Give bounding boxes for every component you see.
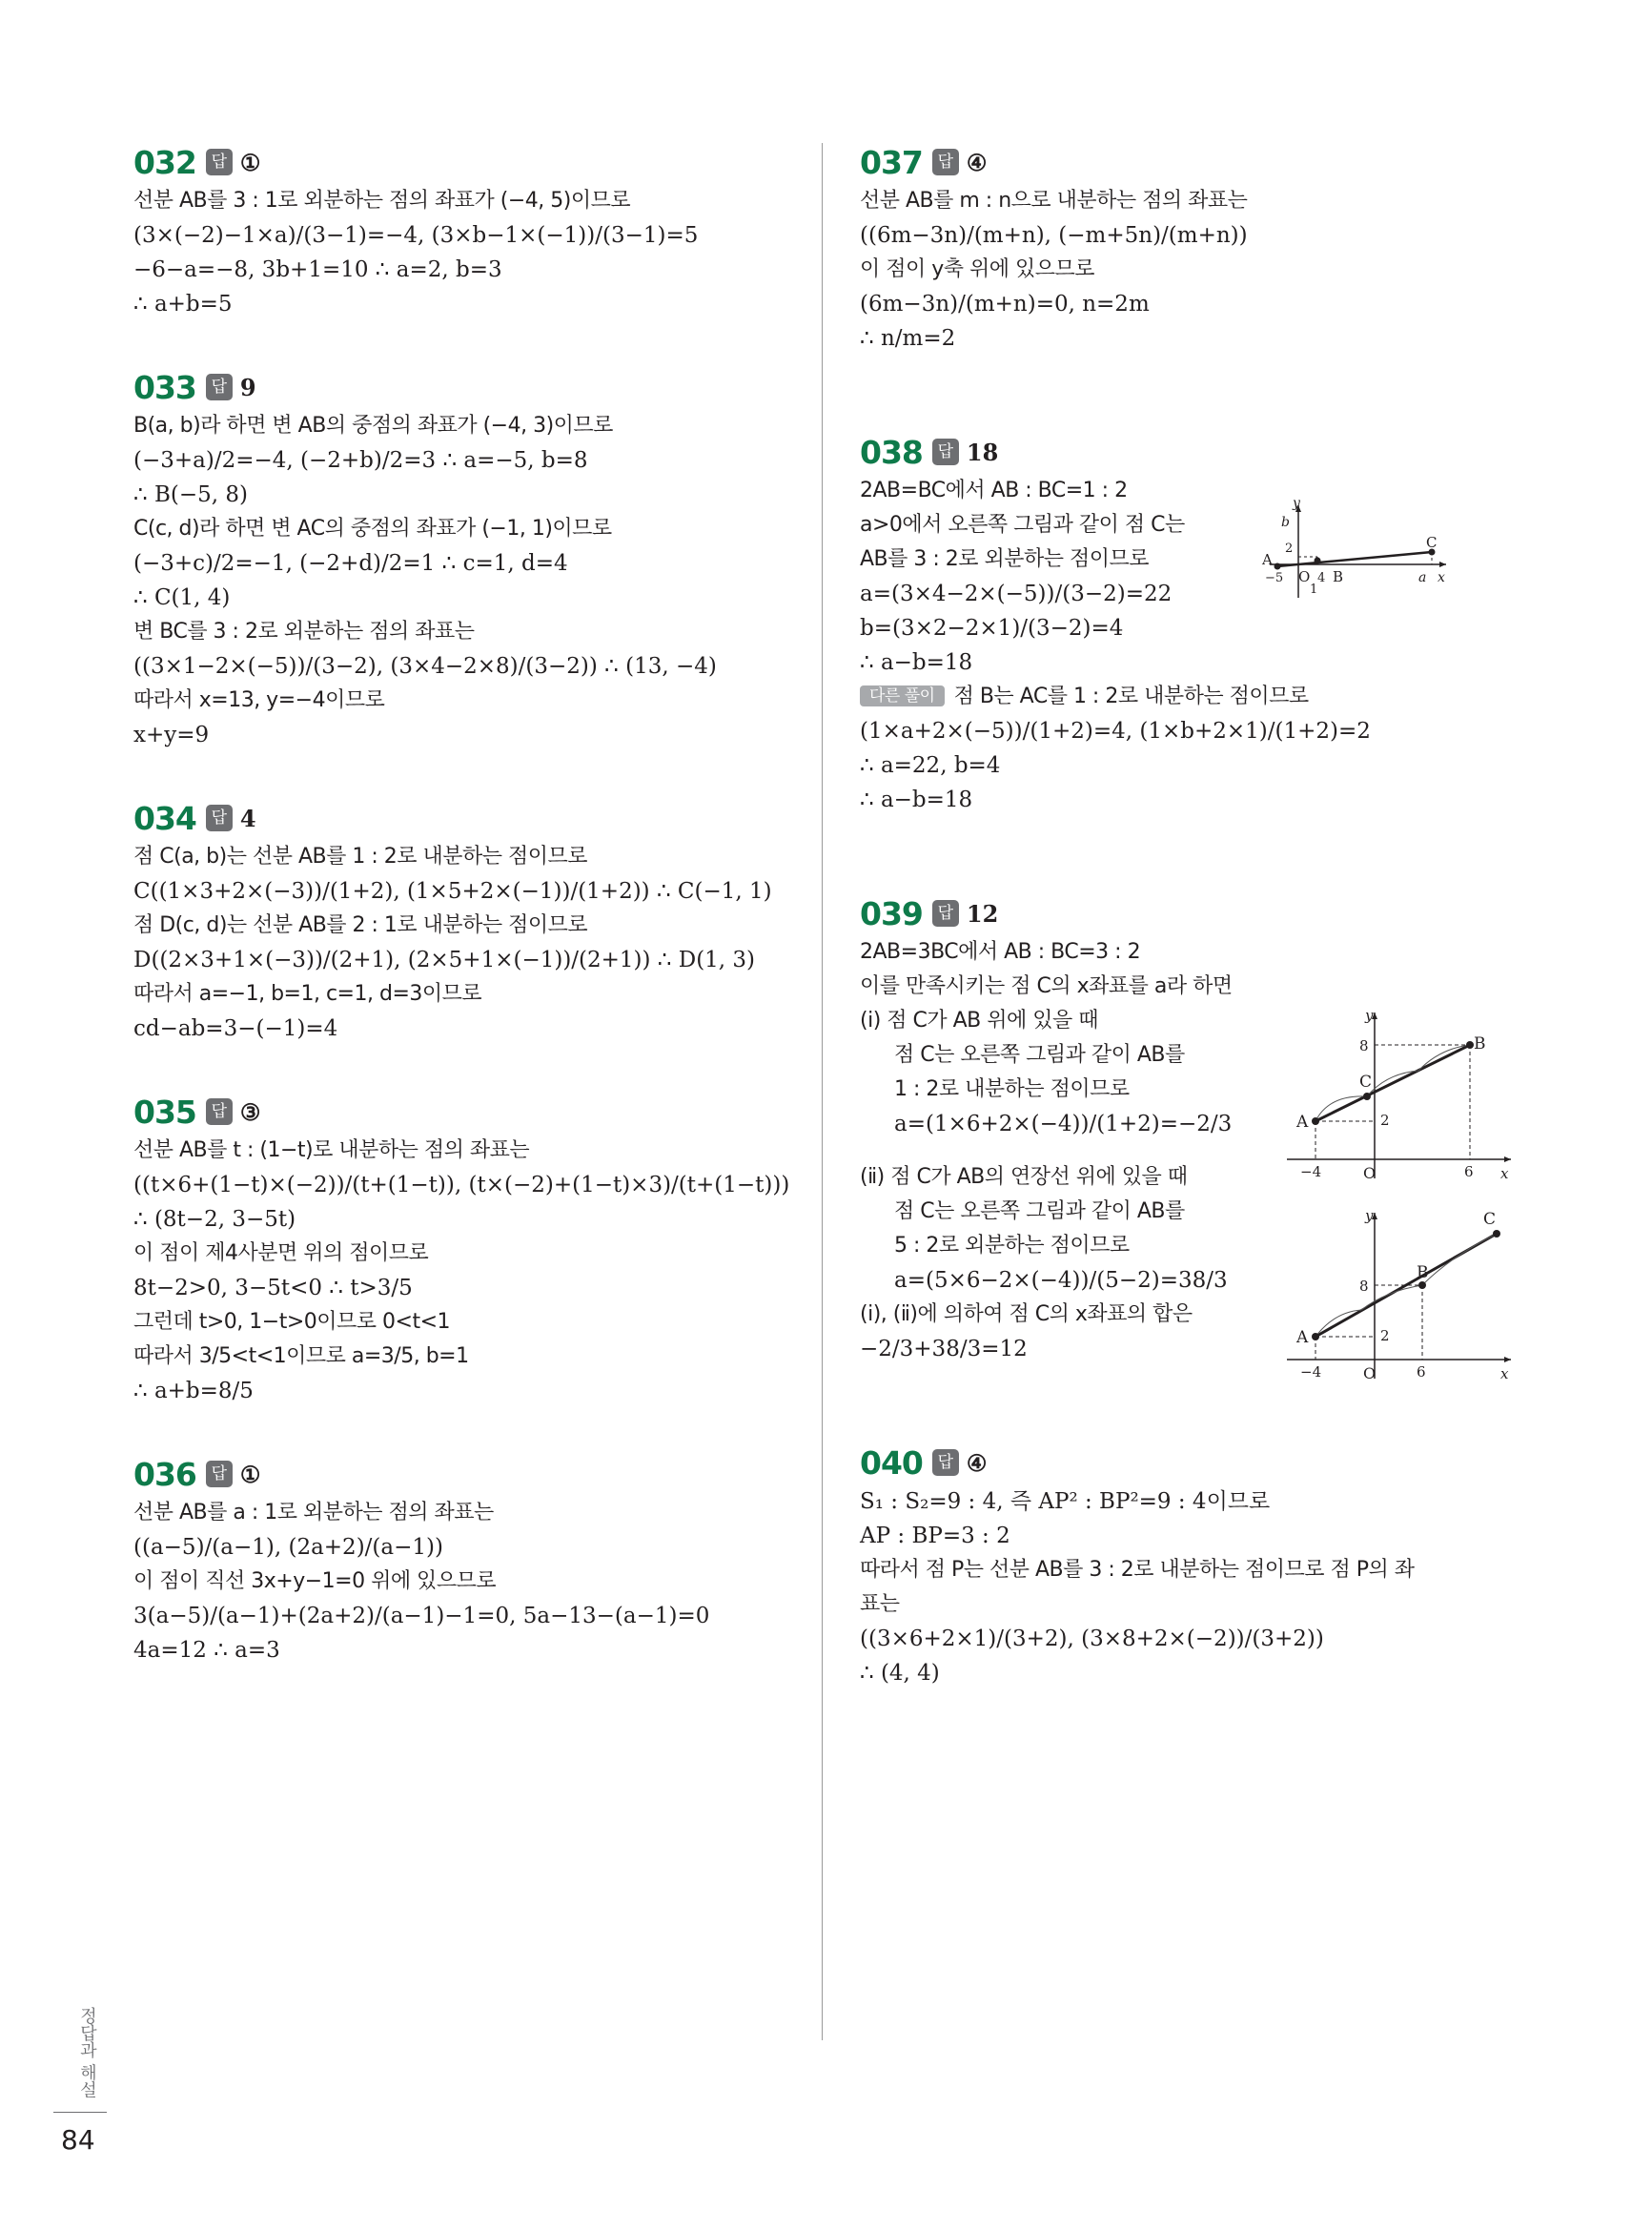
section-side-tab xyxy=(65,2000,99,2105)
diagram-label: 2 xyxy=(1380,1112,1390,1129)
answer-value: ④ xyxy=(966,1448,988,1477)
answer-value: 4 xyxy=(239,804,256,832)
solution-line: (ⅰ), (ⅱ)에 의하여 점 C의 x좌표의 합은 xyxy=(860,1302,1193,1326)
solution-line: 1 : 2로 내분하는 점이므로 xyxy=(894,1077,1130,1101)
diagram-label: x xyxy=(1500,1365,1509,1382)
solution-line: 점 C는 오른쪽 그림과 같이 AB를 xyxy=(894,1043,1185,1067)
answer-badge: 답 xyxy=(206,149,233,175)
solution-line: C((1×3+2×(−3))/(1+2), (1×5+2×(−1))/(1+2)) ∴ C(−1, 1) xyxy=(133,879,772,904)
diagram-label: C xyxy=(1426,534,1438,551)
solution-line: (−3+a)/2=−4, (−2+b)/2=3 ∴ a=−5, b=8 xyxy=(133,448,588,473)
solution-line: 선분 AB를 t : (1−t)로 내분하는 점의 좌표는 xyxy=(133,1138,530,1162)
diagram-label: 8 xyxy=(1359,1278,1369,1295)
solution-line: D((2×3+1×(−3))/(2+1), (2×5+1×(−1))/(2+1)) ∴ D(1, 3) xyxy=(133,948,756,972)
alt-solution-text: 점 B는 AC를 1 : 2로 내분하는 점이므로 xyxy=(953,685,1309,708)
problem-040 xyxy=(860,1442,1527,1689)
problem-number: 032 xyxy=(133,143,196,181)
solution-line: b=(3×2−2×1)/(3−2)=4 xyxy=(860,616,1124,641)
solution-line: 따라서 a=−1, b=1, c=1, d=3이므로 xyxy=(133,982,482,1006)
diagram-label: 6 xyxy=(1417,1363,1426,1381)
solution-line: (3×(−2)−1×a)/(3−1)=−4, (3×b−1×(−1))/(3−1)=5 xyxy=(133,223,699,248)
alt-solution-line xyxy=(860,685,1527,713)
answer-value: 9 xyxy=(239,373,256,401)
column-divider xyxy=(822,143,823,2040)
solution-line: 이를 만족시키는 점 C의 x좌표를 a라 하면 xyxy=(860,974,1233,998)
solution-line: S₁ : S₂=9 : 4, 즉 AP² : BP²=9 : 4이므로 xyxy=(860,1489,1271,1514)
problem-036 xyxy=(133,1453,791,1667)
solution-line: ∴ C(1, 4) xyxy=(133,585,231,610)
diagram-label: −4 xyxy=(1300,1163,1322,1180)
solution-line: ∴ n/m=2 xyxy=(860,326,956,351)
page-number: 84 xyxy=(61,2124,95,2156)
solution-line: ((t×6+(1−t)×(−2))/(t+(1−t)), (t×(−2)+(1−t)×3)/(t+(1−t))) xyxy=(133,1173,790,1197)
diagram-label: O xyxy=(1363,1364,1377,1382)
diagram-label: C xyxy=(1483,1210,1497,1229)
diagram-label: 6 xyxy=(1464,1163,1474,1180)
answer-badge: 답 xyxy=(932,900,959,927)
solution-line: a=(5×6−2×(−4))/(5−2)=38/3 xyxy=(894,1268,1228,1293)
answer-value: 18 xyxy=(966,438,999,466)
page-number-rule xyxy=(53,2112,107,2113)
diagram-label: y xyxy=(1365,1207,1374,1224)
solution-line: 5 : 2로 외분하는 점이므로 xyxy=(894,1234,1130,1258)
diagram-038-svg xyxy=(1260,498,1451,603)
solution-line: 4a=12 ∴ a=3 xyxy=(133,1638,280,1663)
diagram-039-case2-svg xyxy=(1287,1207,1516,1383)
alt-solution-line: (1×a+2×(−5))/(1+2)=4, (1×b+2×1)/(1+2)=2 xyxy=(860,719,1371,744)
problem-032 xyxy=(133,141,791,320)
problem-header xyxy=(860,141,1527,183)
alt-solution-badge: 다른 풀이 xyxy=(860,685,945,706)
solution-line: −6−a=−8, 3b+1=10 ∴ a=2, b=3 xyxy=(133,257,502,282)
diagram-label: O xyxy=(1363,1164,1377,1182)
diagram-label: C xyxy=(1359,1073,1373,1092)
answer-value: ① xyxy=(239,1460,261,1488)
diagram-label: O xyxy=(1298,568,1311,585)
solution-line: 이 점이 y축 위에 있으므로 xyxy=(860,257,1095,281)
solution-line: ∴ a+b=8/5 xyxy=(133,1379,254,1403)
diagram-label: −4 xyxy=(1300,1363,1322,1381)
solution-line: −2/3+38/3=12 xyxy=(860,1337,1028,1361)
solution-line: (ⅱ) 점 C가 AB의 연장선 위에 있을 때 xyxy=(860,1165,1188,1189)
problem-number: 037 xyxy=(860,143,923,181)
problem-number: 034 xyxy=(133,799,196,837)
diagram-label: 2 xyxy=(1380,1327,1390,1344)
diagram-label: B xyxy=(1333,568,1344,585)
solution-line: ∴ B(−5, 8) xyxy=(133,482,248,507)
solution-line: ((6m−3n)/(m+n), (−m+5n)/(m+n)) xyxy=(860,223,1248,248)
diagram-label: a xyxy=(1418,570,1427,585)
diagram-label: A xyxy=(1296,1113,1309,1132)
solution-line: a=(1×6+2×(−4))/(1+2)=−2/3 xyxy=(894,1112,1233,1136)
solution-line: ((3×6+2×1)/(3+2), (3×8+2×(−2))/(3+2)) xyxy=(860,1626,1324,1651)
solution-line: 점 C는 오른쪽 그림과 같이 AB를 xyxy=(894,1199,1185,1223)
solution-line: cd−ab=3−(−1)=4 xyxy=(133,1016,338,1041)
diagram-label: y xyxy=(1365,1007,1374,1024)
alt-solution-line: ∴ a−b=18 xyxy=(860,788,973,812)
problem-header xyxy=(860,892,1527,934)
problem-number: 040 xyxy=(860,1443,923,1482)
solution-line: (ⅰ) 점 C가 AB 위에 있을 때 xyxy=(860,1009,1099,1033)
solution-line: 이 점이 직선 3x+y−1=0 위에 있으므로 xyxy=(133,1569,497,1593)
answer-value: ③ xyxy=(239,1097,261,1126)
problem-header xyxy=(133,141,791,183)
problem-header xyxy=(133,1091,791,1133)
problem-038 xyxy=(860,431,1527,816)
problem-header xyxy=(133,1453,791,1495)
diagram-label: A xyxy=(1262,551,1273,568)
problem-number: 035 xyxy=(133,1093,196,1131)
diagram-label: x xyxy=(1438,570,1445,585)
solution-line: AB를 3 : 2로 외분하는 점이므로 xyxy=(860,547,1150,571)
diagram-039-case1 xyxy=(1287,1007,1516,1183)
answer-badge: 답 xyxy=(206,374,233,400)
left-column xyxy=(133,141,791,1712)
diagram-label: b xyxy=(1281,515,1290,530)
answer-badge: 답 xyxy=(932,1449,959,1476)
solution-line: 변 BC를 3 : 2로 외분하는 점의 좌표는 xyxy=(133,620,475,644)
answer-badge: 답 xyxy=(932,149,959,175)
answer-value: 12 xyxy=(966,899,999,928)
answer-value: ④ xyxy=(966,148,988,176)
diagram-label: B xyxy=(1474,1034,1486,1054)
solution-line: 따라서 x=13, y=−4이므로 xyxy=(133,688,385,712)
diagram-label: 1 xyxy=(1310,583,1318,597)
solution-line: a=(3×4−2×(−5))/(3−2)=22 xyxy=(860,582,1173,606)
solution-line: 따라서 점 P는 선분 AB를 3 : 2로 내분하는 점이므로 점 P의 좌 xyxy=(860,1558,1415,1582)
solution-line: ∴ (4, 4) xyxy=(860,1661,940,1686)
problem-header xyxy=(133,366,791,408)
problem-035 xyxy=(133,1091,791,1407)
diagram-label: B xyxy=(1417,1263,1429,1282)
diagram-039-case2 xyxy=(1287,1207,1516,1383)
answer-badge: 답 xyxy=(206,1461,233,1487)
solution-line: 점 D(c, d)는 선분 AB를 2 : 1로 내분하는 점이므로 xyxy=(133,913,588,937)
solution-line: 그런데 t>0, 1−t>0이므로 0<t<1 xyxy=(133,1310,451,1334)
solution-line: 선분 AB를 m : n으로 내분하는 점의 좌표는 xyxy=(860,189,1248,213)
solution-line: ∴ a+b=5 xyxy=(133,292,233,317)
diagram-label: y xyxy=(1293,498,1300,511)
solution-line: ∴ (8t−2, 3−5t) xyxy=(133,1207,296,1232)
solution-line: 선분 AB를 a : 1로 외분하는 점의 좌표는 xyxy=(133,1501,494,1524)
diagram-label: 2 xyxy=(1285,542,1294,556)
problem-header xyxy=(860,431,1527,473)
solution-line: ∴ a−b=18 xyxy=(860,650,973,675)
solution-line: B(a, b)라 하면 변 AB의 중점의 좌표가 (−4, 3)이므로 xyxy=(133,414,613,438)
answer-badge: 답 xyxy=(206,1098,233,1125)
solution-line: (6m−3n)/(m+n)=0, n=2m xyxy=(860,292,1150,317)
solution-line: 따라서 3/5<t<1이므로 a=3/5, b=1 xyxy=(133,1344,469,1368)
diagram-label: −5 xyxy=(1265,571,1284,585)
solution-line: (−3+c)/2=−1, (−2+d)/2=1 ∴ c=1, d=4 xyxy=(133,551,568,576)
problem-037 xyxy=(860,141,1527,355)
problem-number: 039 xyxy=(860,894,923,932)
alt-solution-line: ∴ a=22, b=4 xyxy=(860,753,1001,778)
solution-line: 3(a−5)/(a−1)+(2a+2)/(a−1)−1=0, 5a−13−(a−1)=0 xyxy=(133,1604,710,1628)
problem-034 xyxy=(133,797,791,1045)
solution-line: 8t−2>0, 3−5t<0 ∴ t>3/5 xyxy=(133,1276,413,1300)
diagram-label: x xyxy=(1500,1165,1509,1182)
problem-number: 036 xyxy=(133,1455,196,1493)
diagram-label: A xyxy=(1296,1328,1309,1347)
section-side-label: 정답과 해설 xyxy=(77,2007,97,2098)
problem-header xyxy=(860,1442,1527,1483)
solution-line: 표는 xyxy=(860,1592,900,1616)
problem-number: 038 xyxy=(860,433,923,471)
solution-line: x+y=9 xyxy=(133,723,210,747)
diagram-038 xyxy=(1260,498,1451,603)
diagram-label: 8 xyxy=(1359,1037,1369,1054)
solution-line: a>0에서 오른쪽 그림과 같이 점 C는 xyxy=(860,513,1185,537)
answer-value: ① xyxy=(239,148,261,176)
solution-line: C(c, d)라 하면 변 AC의 중점의 좌표가 (−1, 1)이므로 xyxy=(133,517,612,541)
solution-line: AP : BP=3 : 2 xyxy=(860,1524,1010,1548)
solution-line: 2AB=3BC에서 AB : BC=3 : 2 xyxy=(860,940,1141,964)
solution-line: 선분 AB를 3 : 1로 외분하는 점의 좌표가 (−4, 5)이므로 xyxy=(133,189,631,213)
problem-number: 033 xyxy=(133,368,196,406)
solution-line: ((3×1−2×(−5))/(3−2), (3×4−2×8)/(3−2)) ∴ (13, −4) xyxy=(133,654,717,679)
diagram-label: 4 xyxy=(1317,571,1326,585)
right-column xyxy=(860,141,1527,1735)
diagram-039-case1-svg xyxy=(1287,1007,1516,1183)
answer-badge: 답 xyxy=(206,805,233,831)
solution-line: 점 C(a, b)는 선분 AB를 1 : 2로 내분하는 점이므로 xyxy=(133,845,587,869)
solution-line: ((a−5)/(a−1), (2a+2)/(a−1)) xyxy=(133,1535,443,1560)
solution-line: 이 점이 제4사분면 위의 점이므로 xyxy=(133,1241,429,1265)
answer-badge: 답 xyxy=(932,439,959,465)
solution-line: 2AB=BC에서 AB : BC=1 : 2 xyxy=(860,479,1128,502)
problem-033 xyxy=(133,366,791,751)
problem-039 xyxy=(860,892,1527,1382)
problem-header xyxy=(133,797,791,839)
